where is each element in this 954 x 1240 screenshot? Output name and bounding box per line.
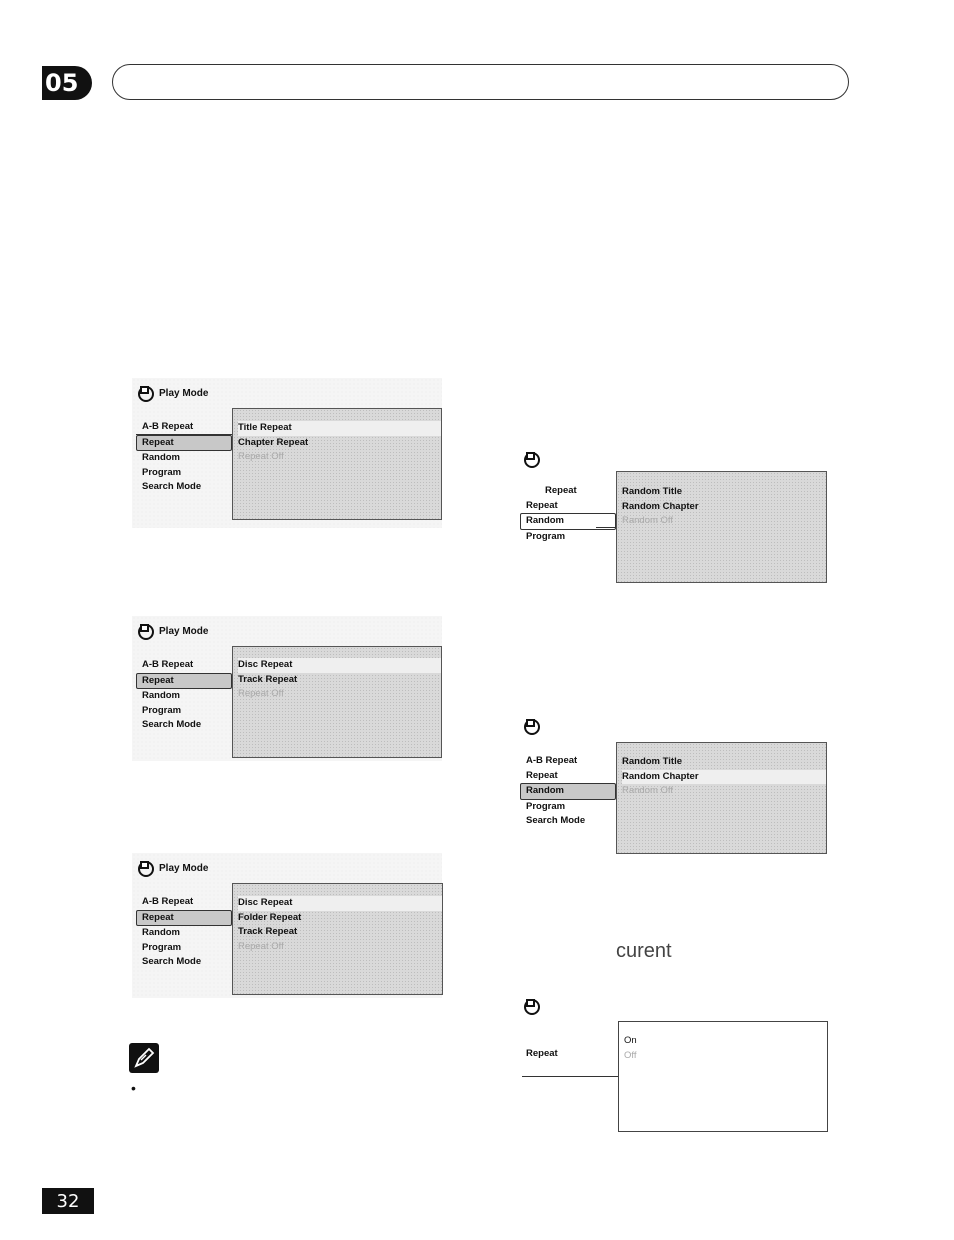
menu-item[interactable]: A-B Repeat (142, 421, 194, 432)
menu-item[interactable]: Search Mode (526, 815, 586, 826)
play-mode-panel-2 (136, 621, 208, 641)
menu-item[interactable]: Repeat (526, 769, 558, 781)
menu-item[interactable]: Search Mode (142, 481, 202, 492)
play-mode-icon (522, 716, 542, 736)
menu-item[interactable]: Program (142, 941, 182, 953)
panel-title: Play Mode (136, 621, 208, 641)
submenu-item[interactable]: Repeat Off (238, 451, 284, 462)
body-text-fragment: curent (616, 940, 672, 962)
menu-item[interactable]: Repeat (526, 499, 558, 511)
panel-3-submenu (232, 883, 443, 995)
menu-item[interactable]: Random (142, 690, 180, 701)
panel-2-submenu (232, 646, 442, 758)
connector-line (136, 434, 232, 435)
panel-1-submenu (232, 408, 442, 520)
panel-6-submenu (618, 1021, 828, 1132)
panel-title: Play Mode (136, 858, 208, 878)
menu-item-selected[interactable]: Random (520, 783, 616, 800)
chapter-number-tab (42, 66, 92, 100)
menu-item[interactable]: Random (142, 927, 180, 938)
menu-item[interactable]: Repeat (526, 1048, 558, 1059)
submenu-item[interactable]: Repeat Off (238, 688, 284, 699)
panel-6-menu (520, 1047, 618, 1062)
submenu-item[interactable]: Random Title (622, 756, 682, 767)
menu-item[interactable]: Search Mode (142, 719, 202, 730)
submenu-item[interactable]: Repeat Off (238, 940, 284, 952)
play-mode-panel-3 (136, 858, 208, 878)
submenu-item[interactable]: Random Off (622, 515, 674, 526)
menu-item[interactable]: Repeat (545, 485, 577, 496)
menu-item[interactable]: Program (526, 800, 566, 812)
play-mode-icon (522, 996, 542, 1016)
connector-line (596, 527, 616, 528)
menu-item[interactable]: A-B Repeat (526, 755, 578, 766)
submenu-item[interactable]: On (624, 1035, 637, 1046)
submenu-item[interactable]: Track Repeat (238, 673, 298, 685)
play-mode-icon (136, 383, 156, 403)
submenu-item[interactable]: Random Chapter (622, 770, 826, 785)
panel-3-menu (136, 895, 232, 970)
panel-5-submenu (616, 742, 827, 854)
menu-item[interactable]: Search Mode (142, 956, 202, 967)
menu-item[interactable]: Program (526, 530, 566, 542)
menu-item[interactable]: A-B Repeat (142, 659, 194, 670)
submenu-item[interactable]: Random Chapter (622, 500, 699, 512)
menu-item-selected[interactable]: Repeat (136, 910, 232, 927)
submenu-item[interactable]: Random Title (622, 486, 682, 497)
menu-item-selected[interactable]: Repeat (136, 435, 232, 452)
menu-item-selected[interactable]: Repeat (136, 673, 232, 690)
play-mode-panel-1 (136, 383, 208, 403)
panel-1-menu (136, 420, 232, 495)
bullet-point: • (131, 1080, 136, 1096)
connector-line (522, 1076, 618, 1077)
play-mode-icon (136, 621, 156, 641)
submenu-item[interactable]: Random Off (622, 785, 674, 796)
menu-item[interactable]: Program (142, 466, 182, 478)
menu-item[interactable]: A-B Repeat (142, 896, 194, 907)
play-mode-icon (522, 449, 542, 469)
menu-item-selected[interactable]: Random (520, 513, 616, 530)
panel-5-menu (520, 754, 616, 829)
submenu-item[interactable]: Off (624, 1049, 637, 1061)
submenu-item[interactable]: Disc Repeat (238, 896, 442, 911)
note-icon (129, 1043, 159, 1073)
panel-2-menu (136, 658, 232, 733)
panel-4-menu (520, 484, 616, 544)
submenu-item[interactable]: Folder Repeat (238, 911, 302, 923)
submenu-item[interactable]: Disc Repeat (238, 658, 441, 673)
page-number: 32 (42, 1188, 94, 1214)
submenu-item[interactable]: Chapter Repeat (238, 436, 309, 448)
menu-item[interactable]: Random (142, 452, 180, 463)
panel-title: Play Mode (136, 383, 208, 403)
chapter-title-bar (112, 64, 849, 100)
chapter-number: 05 (45, 69, 79, 97)
panel-4-submenu (616, 471, 827, 583)
submenu-item[interactable]: Track Repeat (238, 926, 298, 937)
submenu-item[interactable]: Title Repeat (238, 421, 441, 436)
menu-item[interactable]: Program (142, 704, 182, 716)
play-mode-icon (136, 858, 156, 878)
